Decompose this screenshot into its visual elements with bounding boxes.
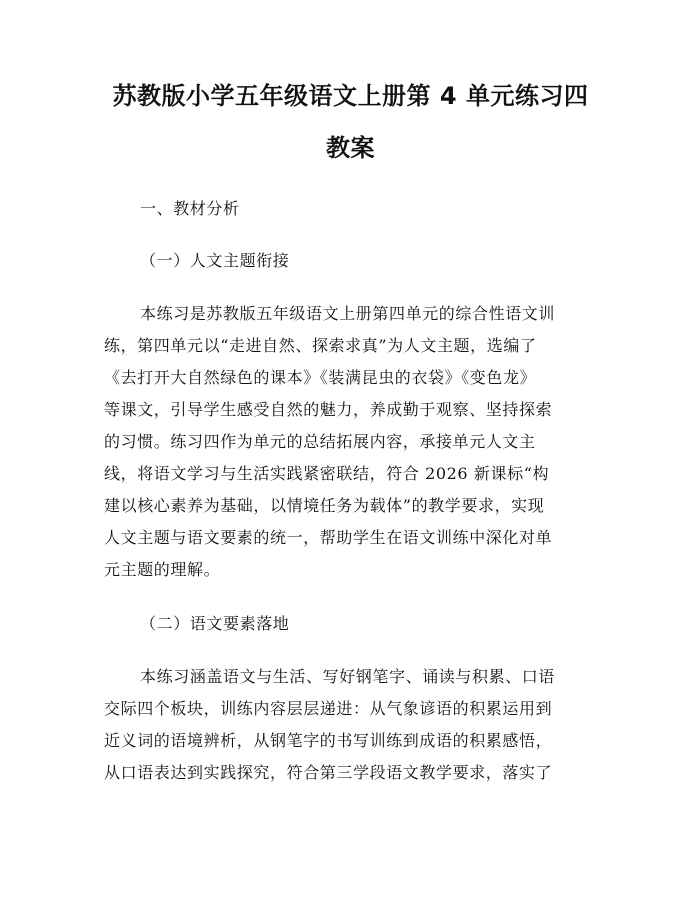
- subsection-heading-language-elements: （二）语文要素落地: [140, 614, 290, 633]
- paragraph-line: 建以核心素养为基础，以情境任务为载体”的教学要求，实现: [104, 496, 545, 515]
- document-body: [104, 194, 597, 789]
- title-line-1: 苏教版小学五年级语文上册第 4 单元练习四: [112, 82, 589, 110]
- paragraph-line: 等课文，引导学生感受自然的魅力，养成勤于观察、坚持探索: [104, 400, 553, 419]
- paragraph-line: 本练习是苏教版五年级语文上册第四单元的综合性语文训: [140, 304, 556, 323]
- paragraph-line: 《去打开大自然绿色的课本》《装满昆虫的衣袋》《变色龙》: [104, 368, 537, 387]
- document-title: [104, 70, 597, 174]
- paragraph-line: 交际四个板块，训练内容层层递进：从气象谚语的积累运用到: [104, 699, 553, 718]
- paragraph-line: 的习惯。练习四作为单元的总结拓展内容，承接单元人文主: [104, 432, 536, 451]
- paragraph-line: 人文主题与语文要素的统一，帮助学生在语文训练中深化对单: [104, 528, 553, 547]
- paragraph-line: 元主题的理解。: [104, 560, 221, 579]
- paragraph-line: 近义词的语境辨析，从钢笔字的书写训练到成语的积累感悟，: [104, 731, 553, 750]
- subsection-heading-humanistic-theme: （一）人文主题衔接: [140, 251, 290, 270]
- paragraph-line: 线，将语文学习与生活实践紧密联结，符合 2026 新课标“构: [104, 464, 550, 483]
- title-line-2: 教案: [326, 134, 375, 162]
- paragraph-language-elements: [104, 661, 597, 789]
- section-heading-textbook-analysis: 一、教材分析: [140, 199, 240, 218]
- paragraph-line: 从口语表达到实践探究，符合第三学段语文教学要求，落实了: [104, 763, 553, 782]
- paragraph-humanistic-theme: [104, 298, 597, 586]
- paragraph-line: 练，第四单元以“走进自然、探索求真”为人文主题，选编了: [104, 336, 537, 355]
- paragraph-line: 本练习涵盖语文与生活、写好钢笔字、诵读与积累、口语: [140, 667, 556, 686]
